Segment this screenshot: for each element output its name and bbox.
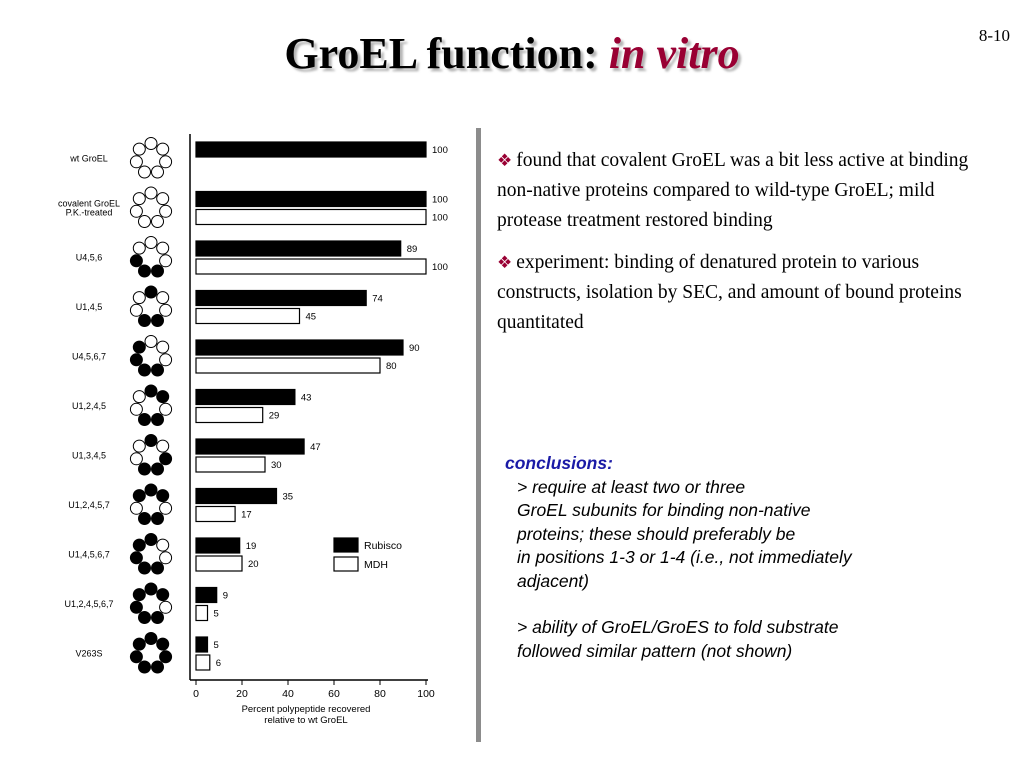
data-label: 90 xyxy=(409,343,420,354)
subunit-circle xyxy=(139,463,151,475)
subunit-circle xyxy=(145,286,157,298)
bullet-text: experiment: binding of denatured protein to various constructs, isolation by SEC, and amount of bound proteins quantitated xyxy=(497,252,962,333)
subunit-circle xyxy=(139,661,151,673)
data-label: 89 xyxy=(406,244,418,255)
subunit-circle xyxy=(152,364,164,376)
subunit-circle xyxy=(139,315,151,327)
subunit-circle xyxy=(157,143,169,155)
subunit-circle xyxy=(160,205,172,217)
data-label: 19 xyxy=(245,541,257,552)
data-label: 6 xyxy=(215,658,222,669)
subunit-circle xyxy=(130,552,142,564)
data-label: 80 xyxy=(386,361,397,372)
x-axis-label: relative to wt GroEL xyxy=(264,715,348,726)
subunit-circle xyxy=(160,552,172,564)
mdh-bar xyxy=(196,408,263,423)
subunit-circle xyxy=(160,354,172,366)
subunit-circle xyxy=(160,403,172,415)
subunit-circle xyxy=(139,364,151,376)
diamond-bullet-icon: ❖ xyxy=(497,253,513,272)
conclusion-line: proteins; these should preferably be xyxy=(517,523,796,544)
mdh-bar xyxy=(196,259,426,274)
rubisco-bar xyxy=(196,241,401,256)
subunit-circle xyxy=(160,156,172,168)
subunit-circle xyxy=(133,638,145,650)
diamond-bullet-icon: ❖ xyxy=(497,151,513,170)
subunit-circle xyxy=(130,156,142,168)
rubisco-bar xyxy=(196,439,304,454)
subunit-circle xyxy=(152,166,164,178)
slide-title xyxy=(0,28,1024,79)
rubisco-bar xyxy=(196,637,208,652)
subunit-circle xyxy=(152,513,164,525)
conclusion-line: > ability of GroEL/GroES to fold substrate xyxy=(517,617,839,637)
subunit-circle xyxy=(139,513,151,525)
conclusion-line: GroEL subunits for binding non-native xyxy=(517,500,811,520)
subunit-circle xyxy=(152,562,164,574)
subunit-circle xyxy=(145,138,157,150)
subunit-circle xyxy=(133,589,145,601)
title-accent: in vitro xyxy=(608,29,740,78)
rubisco-bar xyxy=(196,142,426,157)
category-label: wt GroEL xyxy=(70,153,108,164)
category-label: U1,4,5,6,7 xyxy=(68,549,110,560)
subunit-circle xyxy=(157,193,169,205)
data-label: 5 xyxy=(213,640,219,651)
subunit-circle xyxy=(139,414,151,426)
subunit-circle xyxy=(160,502,172,514)
bullet-text: found that covalent GroEL was a bit less active at binding non-native proteins compared to wild-type GroEL; mild protease treatment restored binding xyxy=(497,150,969,231)
subunit-circle xyxy=(152,414,164,426)
category-label: U4,5,6 xyxy=(75,252,103,263)
data-label: 47 xyxy=(310,442,321,453)
data-label: 20 xyxy=(248,559,259,570)
legend-label: MDH xyxy=(364,559,388,571)
subunit-circle xyxy=(160,453,172,465)
subunit-circle xyxy=(133,391,145,403)
chart-svg xyxy=(30,128,470,728)
subunit-circle xyxy=(157,341,169,353)
subunit-circle xyxy=(145,583,157,595)
x-tick-label: 100 xyxy=(417,688,435,700)
subunit-circle xyxy=(139,216,151,228)
x-tick-label: 20 xyxy=(236,688,248,700)
data-label: 35 xyxy=(282,491,294,503)
legend-swatch xyxy=(334,557,358,571)
conclusions-point-2 xyxy=(505,616,975,663)
title-main: GroEL function: xyxy=(284,29,598,78)
subunit-circle xyxy=(130,651,142,663)
category-label: U1,3,4,5 xyxy=(71,450,107,461)
x-tick-label: 60 xyxy=(328,688,340,700)
category-label: U1,4,5 xyxy=(75,302,103,312)
bullet-item xyxy=(497,248,987,338)
legend-label: Rubisco xyxy=(364,540,402,552)
subunit-circle xyxy=(133,292,145,304)
mdh-bar xyxy=(196,309,300,324)
subunit-circle xyxy=(130,502,142,514)
subunit-circle xyxy=(152,315,164,327)
slide-number: 8-10 xyxy=(978,26,1010,45)
subunit-circle xyxy=(133,193,145,205)
data-label: 45 xyxy=(305,311,317,323)
data-label: 30 xyxy=(271,460,282,471)
mdh-bar xyxy=(196,358,380,373)
subunit-circle xyxy=(157,242,169,254)
category-label: V263S xyxy=(75,648,103,659)
subunit-circle xyxy=(133,242,145,254)
subunit-circle xyxy=(157,638,169,650)
subunit-circle xyxy=(145,435,157,447)
subunit-circle xyxy=(133,143,145,155)
subunit-circle xyxy=(145,237,157,249)
subunit-circle xyxy=(160,304,172,316)
subunit-circle xyxy=(152,216,164,228)
x-tick-label: 0 xyxy=(193,688,199,700)
subunit-circle xyxy=(145,385,157,397)
subunit-circle xyxy=(139,612,151,624)
data-label: 74 xyxy=(372,293,383,305)
subunit-circle xyxy=(139,265,151,277)
x-tick-label: 40 xyxy=(282,688,294,700)
rubisco-bar xyxy=(196,390,295,405)
subunit-circle xyxy=(139,562,151,574)
subunit-circle xyxy=(130,304,142,316)
mdh-bar xyxy=(196,655,210,670)
data-label: 9 xyxy=(222,590,228,602)
subunit-circle xyxy=(130,403,142,415)
subunit-circle xyxy=(130,205,142,217)
rubisco-bar xyxy=(196,340,403,355)
conclusion-line: in positions 1-3 or 1-4 (i.e., not immediately xyxy=(517,547,852,567)
conclusion-line: > require at least two or three xyxy=(517,476,746,497)
subunit-circle xyxy=(145,633,157,645)
subunit-circle xyxy=(160,255,172,267)
subunit-circle xyxy=(145,534,157,546)
subunit-circle xyxy=(139,166,151,178)
conclusions-heading: conclusions: xyxy=(505,453,613,473)
conclusion-line: adjacent) xyxy=(517,570,589,591)
rubisco-bar xyxy=(196,538,240,553)
subunit-circle xyxy=(145,187,157,199)
subunit-circle xyxy=(130,601,142,613)
subunit-circle xyxy=(160,601,172,613)
data-label: 43 xyxy=(300,392,312,404)
data-label: 17 xyxy=(241,509,252,521)
subunit-circle xyxy=(152,661,164,673)
subunit-circle xyxy=(157,490,169,502)
rubisco-bar xyxy=(196,291,366,306)
x-axis-label: Percent polypeptide recovered xyxy=(241,704,371,715)
subunit-circle xyxy=(145,484,157,496)
data-label: 29 xyxy=(268,410,280,422)
mdh-bar xyxy=(196,507,235,522)
data-label: 5 xyxy=(213,608,219,620)
mdh-bar xyxy=(196,556,242,571)
subunit-circle xyxy=(157,539,169,551)
subunit-circle xyxy=(157,292,169,304)
subunit-circle xyxy=(152,265,164,277)
subunit-circle xyxy=(130,255,142,267)
category-label: U1,2,4,5,7 xyxy=(68,500,110,510)
subunit-circle xyxy=(145,336,157,348)
subunit-circle xyxy=(133,341,145,353)
category-label: P.K.-treated xyxy=(65,207,113,218)
subunit-circle xyxy=(160,651,172,663)
mdh-bar xyxy=(196,606,208,621)
conclusions-block xyxy=(505,452,975,663)
category-label: covalent GroEL xyxy=(57,198,121,209)
subunit-circle xyxy=(157,440,169,452)
legend-swatch xyxy=(334,538,358,552)
subunit-circle xyxy=(130,453,142,465)
bar-chart xyxy=(30,128,470,728)
subunit-circle xyxy=(130,354,142,366)
mdh-bar xyxy=(196,457,265,472)
rubisco-bar xyxy=(196,192,426,207)
subunit-circle xyxy=(157,391,169,403)
subunit-circle xyxy=(157,589,169,601)
mdh-bar xyxy=(196,210,426,225)
data-label: 100 xyxy=(432,262,448,273)
conclusion-line: followed similar pattern (not shown) xyxy=(517,640,793,661)
x-tick-label: 80 xyxy=(374,688,386,700)
category-label: U1,2,4,5,6,7 xyxy=(64,599,114,609)
bullet-list xyxy=(497,146,987,350)
data-label: 100 xyxy=(432,194,448,206)
bullet-item xyxy=(497,146,987,236)
category-label: U1,2,4,5 xyxy=(71,401,107,411)
data-label: 100 xyxy=(432,212,448,224)
vertical-divider xyxy=(476,128,481,742)
conclusions-point-1 xyxy=(505,476,975,594)
subunit-circle xyxy=(152,463,164,475)
category-label: U4,5,6,7 xyxy=(71,351,107,362)
rubisco-bar xyxy=(196,489,277,504)
subunit-circle xyxy=(152,612,164,624)
subunit-circle xyxy=(133,490,145,502)
rubisco-bar xyxy=(196,588,217,603)
subunit-circle xyxy=(133,539,145,551)
subunit-circle xyxy=(133,440,145,452)
data-label: 100 xyxy=(432,145,448,156)
